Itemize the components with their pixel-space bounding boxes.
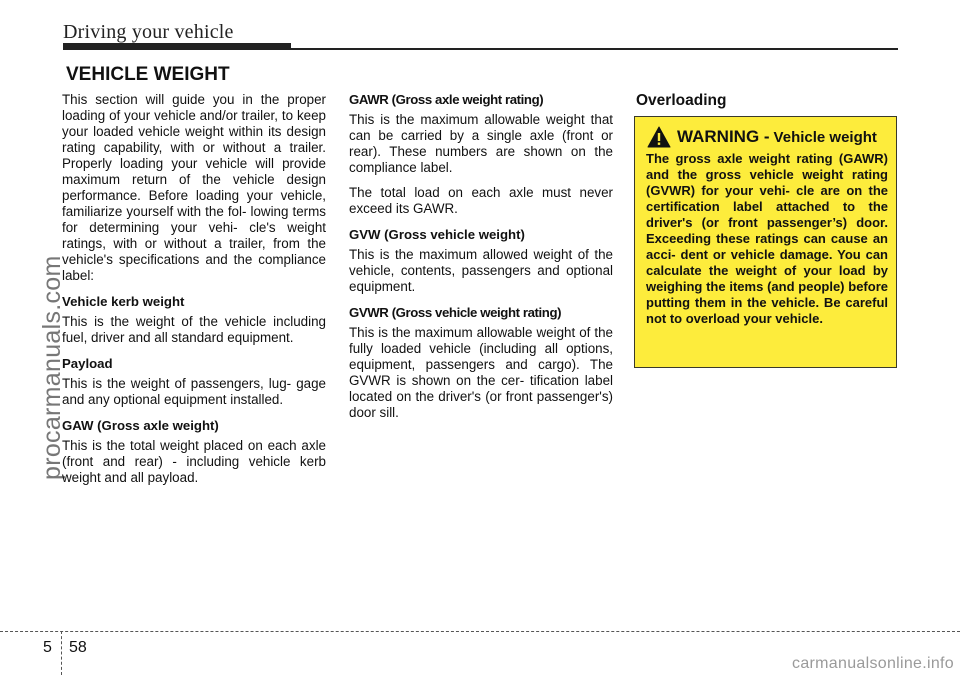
- gawr-heading: GAWR (Gross axle weight rating): [349, 92, 544, 107]
- kerb-weight-text: This is the weight of the vehicle including fuel, driver and all standard equipment.: [62, 314, 326, 345]
- gawr-text-2: The total load on each axle must never exceed its GAWR.: [349, 185, 613, 216]
- gvw-text: This is the maximum allowed weight of the vehicle, contents, passengers and optional equipment.: [349, 247, 613, 294]
- warning-subject: Vehicle weight: [773, 128, 877, 146]
- side-watermark: procarmanuals.com: [38, 255, 66, 480]
- overloading-heading: Overloading: [636, 92, 727, 109]
- footer-rule: [0, 631, 960, 632]
- warning-box: [634, 116, 897, 368]
- gvw-heading: GVW (Gross vehicle weight): [349, 227, 525, 242]
- payload-text: This is the weight of passengers, lug- gage and any optional equipment installed.: [62, 376, 326, 407]
- gvwr-text: This is the maximum allowable weight of the fully loaded vehicle (including all options, equipment, passengers and cargo). The GVWR is shown on the cer- tification label located on the driver's (or front passenger's) door sill.: [349, 325, 613, 420]
- gaw-heading: GAW (Gross axle weight): [62, 418, 219, 433]
- header-rule-thin: [63, 48, 898, 50]
- running-header: Driving your vehicle: [63, 21, 234, 43]
- warning-label: WARNING -: [677, 127, 770, 146]
- gvwr-heading: GVWR (Gross vehicle weight rating): [349, 305, 562, 320]
- warning-header: [647, 126, 877, 148]
- column-left: [62, 92, 326, 495]
- column-middle: [349, 92, 613, 430]
- bottom-watermark: carmanualsonline.info: [792, 655, 954, 672]
- gaw-text: This is the total weight placed on each axle (front and rear) - including vehicle kerb weight and all payload.: [62, 438, 326, 485]
- payload-heading: Payload: [62, 356, 113, 371]
- chapter-number: 5: [43, 639, 52, 656]
- warning-text: The gross axle weight rating (GAWR) and the gross vehicle weight rating (GVWR) for your vehi- cle are on the certification label attached to the driver's (or front passenger’s) door. Exceeding these ratings can cause an acci- dent or vehicle damage. You can calculate the weight of your load by weighing the items (and people) before putting them in the vehicle. Be careful not to overload your vehicle.: [646, 151, 888, 326]
- page-number: 58: [69, 639, 87, 656]
- warning-triangle-icon: [647, 126, 671, 148]
- intro-paragraph: This section will guide you in the proper loading of your vehicle and/or trailer, to keep your loaded vehicle weight within its design rating capability, with or without a trailer. Properly loading your vehicle will provide maximum return of the vehicle design performance. Before loading your vehicle, familiarize yourself with the fol- lowing terms for determining your vehi- cle's weight ratings, with or without a trailer, from the vehicle's specifications and the compliance label:: [62, 92, 326, 283]
- kerb-weight-heading: Vehicle kerb weight: [62, 294, 185, 309]
- section-title: VEHICLE WEIGHT: [66, 64, 230, 85]
- gawr-text: This is the maximum allowable weight that can be carried by a single axle (front or rear). These numbers are shown on the compliance label.: [349, 112, 613, 175]
- footer-divider: [61, 631, 62, 675]
